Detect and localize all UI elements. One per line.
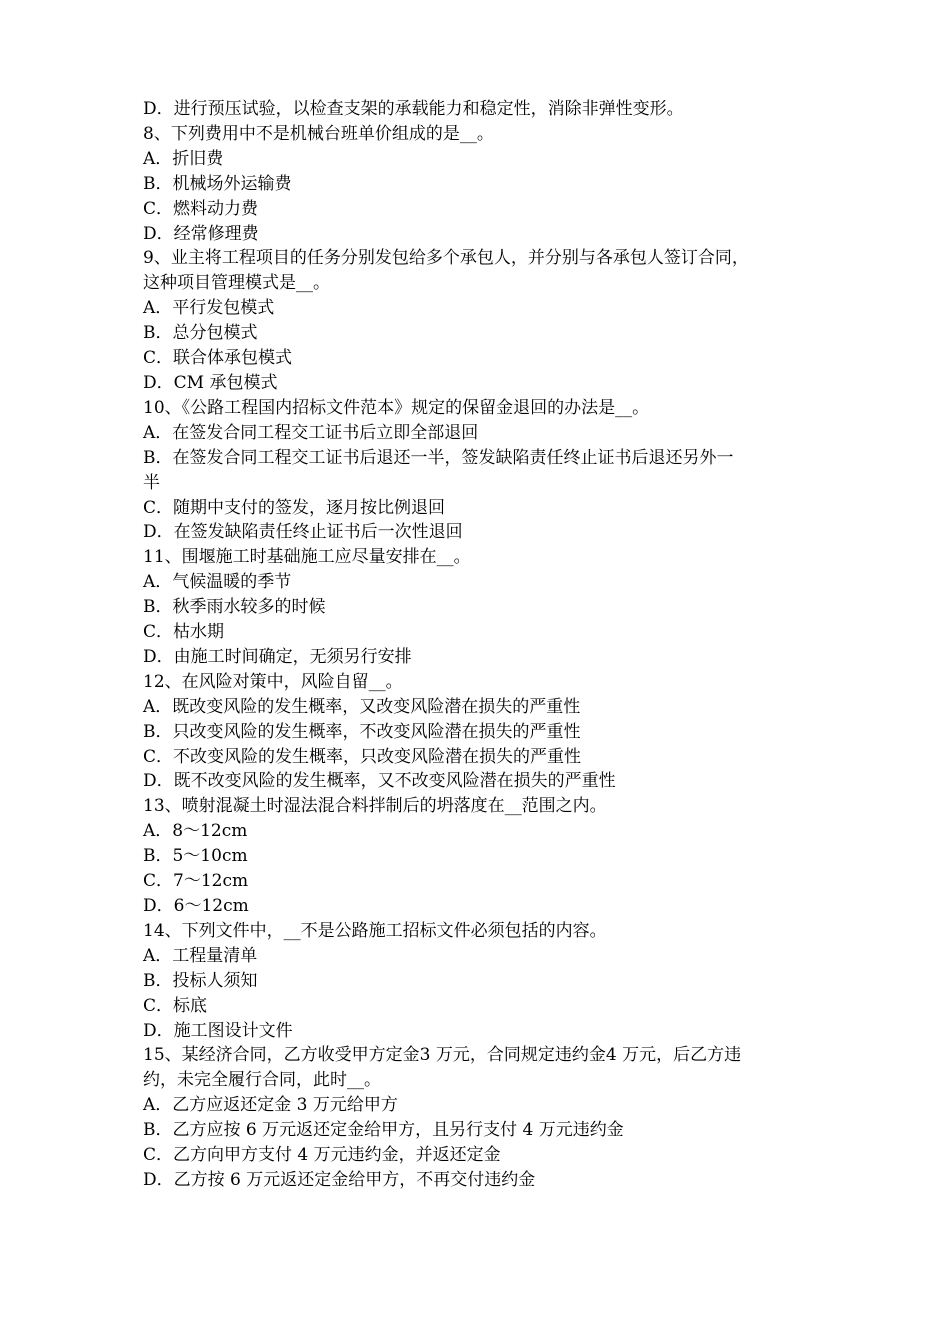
option-line: C．燃料动力费 <box>143 198 259 219</box>
option-line: A．既改变风险的发生概率，又改变风险潜在损失的严重性 <box>143 696 581 717</box>
option-line: D．乙方按 6 万元返还定金给甲方，不再交付违约金 <box>143 1169 536 1190</box>
question-line: 11、围堰施工时基础施工应尽量安排在__。 <box>143 547 471 568</box>
document-page <box>143 97 815 1193</box>
option-line: A．8～12cm <box>143 821 248 842</box>
option-line: A．乙方应返还定金 3 万元给甲方 <box>143 1095 398 1116</box>
option-line: A．平行发包模式 <box>143 298 275 319</box>
option-line: C．随期中支付的签发，逐月按比例退回 <box>143 497 446 518</box>
option-line: C．不改变风险的发生概率，只改变风险潜在损失的严重性 <box>143 746 582 767</box>
option-line: A．折旧费 <box>143 148 224 169</box>
option-line: D．在签发缺陷责任终止证书后一次性退回 <box>143 522 463 543</box>
question-line: 15、某经济合同，乙方收受甲方定金3 万元，合同规定违约金4 万元，后乙方违 <box>143 1045 742 1066</box>
option-line: B．只改变风险的发生概率，不改变风险潜在损失的严重性 <box>143 721 581 742</box>
question-line: 8、下列费用中不是机械台班单价组成的是__。 <box>143 123 494 144</box>
question-line: 9、业主将工程项目的任务分别发包给多个承包人，并分别与各承包人签订合同， <box>143 248 749 269</box>
option-line: D．经常修理费 <box>143 223 259 244</box>
option-line: C．枯水期 <box>143 622 225 643</box>
question-line-continuation: 这种项目管理模式是__。 <box>143 273 330 294</box>
question-line: 10、《公路工程国内招标文件范本》规定的保留金退回的办法是__。 <box>143 397 650 418</box>
question-line: 13、喷射混凝土时湿法混合料拌制后的坍落度在__范围之内。 <box>143 796 607 817</box>
option-line: B．投标人须知 <box>143 970 258 991</box>
option-line: B．机械场外运输费 <box>143 173 292 194</box>
option-line: B．乙方应按 6 万元返还定金给甲方，且另行支付 4 万元违约金 <box>143 1120 624 1141</box>
option-line: B．在签发合同工程交工证书后退还一半，签发缺陷责任终止证书后退还另外一 <box>143 447 734 468</box>
option-line: C．联合体承包模式 <box>143 348 293 369</box>
option-line: C．乙方向甲方支付 4 万元违约金，并返还定金 <box>143 1145 501 1166</box>
option-line: D．由施工时间确定，无须另行安排 <box>143 646 412 667</box>
question-line: 14、下列文件中，__不是公路施工招标文件必须包括的内容。 <box>143 920 607 941</box>
option-line-continuation: 半 <box>143 472 160 493</box>
option-line: A．气候温暖的季节 <box>143 572 292 593</box>
option-line: D．既不改变风险的发生概率，又不改变风险潜在损失的严重性 <box>143 771 616 792</box>
option-line: B．5～10cm <box>143 846 248 867</box>
option-line: B．总分包模式 <box>143 323 258 344</box>
option-line: A．在签发合同工程交工证书后立即全部退回 <box>143 422 479 443</box>
question-line: 12、在风险对策中，风险自留__。 <box>143 671 403 692</box>
option-line: D．6～12cm <box>143 896 249 916</box>
option-line: D．CM 承包模式 <box>143 372 278 393</box>
option-line: C．标底 <box>143 995 208 1016</box>
option-line: D．进行预压试验，以检查支架的承载能力和稳定性，消除非弹性变形。 <box>143 99 684 119</box>
option-line: A．工程量清单 <box>143 945 258 966</box>
question-line-continuation: 约，未完全履行合同，此时__。 <box>143 1070 381 1091</box>
option-line: C．7～12cm <box>143 871 249 892</box>
option-line: B．秋季雨水较多的时候 <box>143 597 326 618</box>
option-line: D．施工图设计文件 <box>143 1020 293 1041</box>
